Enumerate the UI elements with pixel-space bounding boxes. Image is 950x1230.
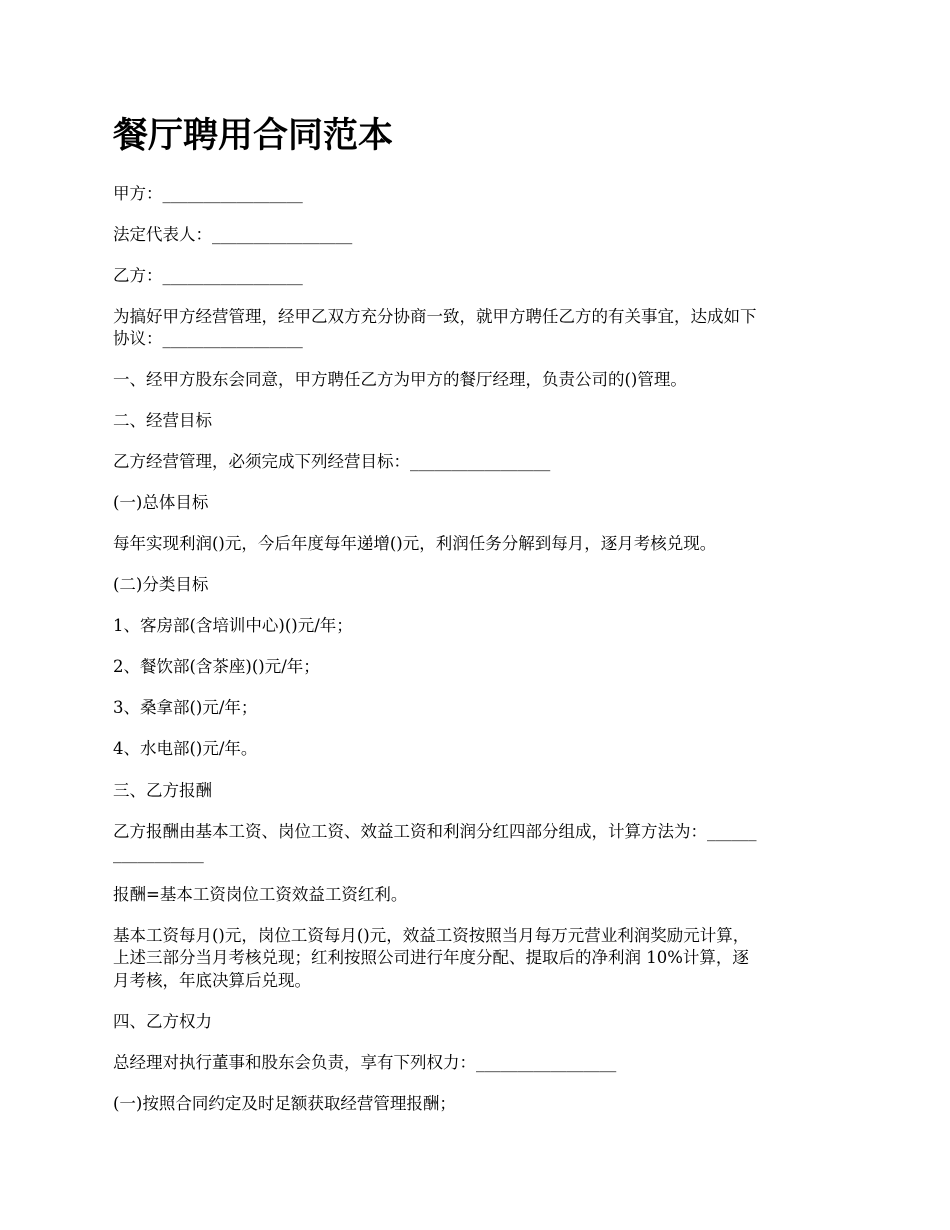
legal-representative-line: 法定代表人：_________________	[113, 225, 353, 244]
clause-1-text: 一、经甲方股东会同意，甲方聘任乙方为甲方的餐厅经理，负责公司的()管理。	[113, 370, 687, 389]
remuneration-formula: 报酬=基本工资岗位工资效益工资红利。	[113, 885, 408, 904]
remuneration-line-1: 乙方报酬由基本工资、岗位工资、效益工资和利润分红四部分组成，计算方法为：______	[113, 822, 757, 841]
party-b-line: 乙方：_________________	[113, 266, 303, 285]
preamble-line-2: 协议：_________________	[113, 329, 303, 348]
goal-item-4: 4、水电部()元/年。	[113, 739, 258, 758]
right-item-1: (一)按照合同约定及时足额获取经营管理报酬；	[113, 1094, 456, 1113]
category-goal-heading: (二)分类目标	[113, 575, 209, 594]
section-3-heading: 三、乙方报酬	[113, 781, 212, 800]
goal-item-3: 3、桑拿部()元/年；	[113, 698, 258, 717]
salary-detail-line-3: 月考核，年底决算后兑现。	[113, 971, 311, 990]
overall-goal-text: 每年实现利润()元，今后年度每年递增()元，利润任务分解到每月，逐月考核兑现。	[113, 534, 717, 553]
preamble-line-1: 为搞好甲方经营管理，经甲乙双方充分协商一致，就甲方聘任乙方的有关事宜，达成如下	[113, 307, 757, 326]
remuneration-line-2: ___________	[113, 844, 204, 863]
overall-goal-heading: (一)总体目标	[113, 493, 209, 512]
section-4-intro: 总经理对执行董事和股东会负责，享有下列权力：_________________	[113, 1053, 617, 1072]
section-2-heading: 二、经营目标	[113, 411, 212, 430]
document-title: 餐厅聘用合同范本	[113, 116, 394, 156]
salary-detail-line-1: 基本工资每月()元，岗位工资每月()元，效益工资按照当月每万元营业利润奖励元计算，	[113, 926, 750, 945]
section-4-heading: 四、乙方权力	[113, 1012, 212, 1031]
goal-item-2: 2、餐饮部(含茶座)()元/年；	[113, 657, 320, 676]
section-2-intro: 乙方经营管理，必须完成下列经营目标：_________________	[113, 452, 551, 471]
goal-item-1: 1、客房部(含培训中心)()元/年；	[113, 616, 353, 635]
party-a-line: 甲方：_________________	[113, 184, 303, 203]
salary-detail-line-2: 上述三部分当月考核兑现；红利按照公司进行年度分配、提取后的净利润 10%计算，逐	[113, 948, 749, 967]
